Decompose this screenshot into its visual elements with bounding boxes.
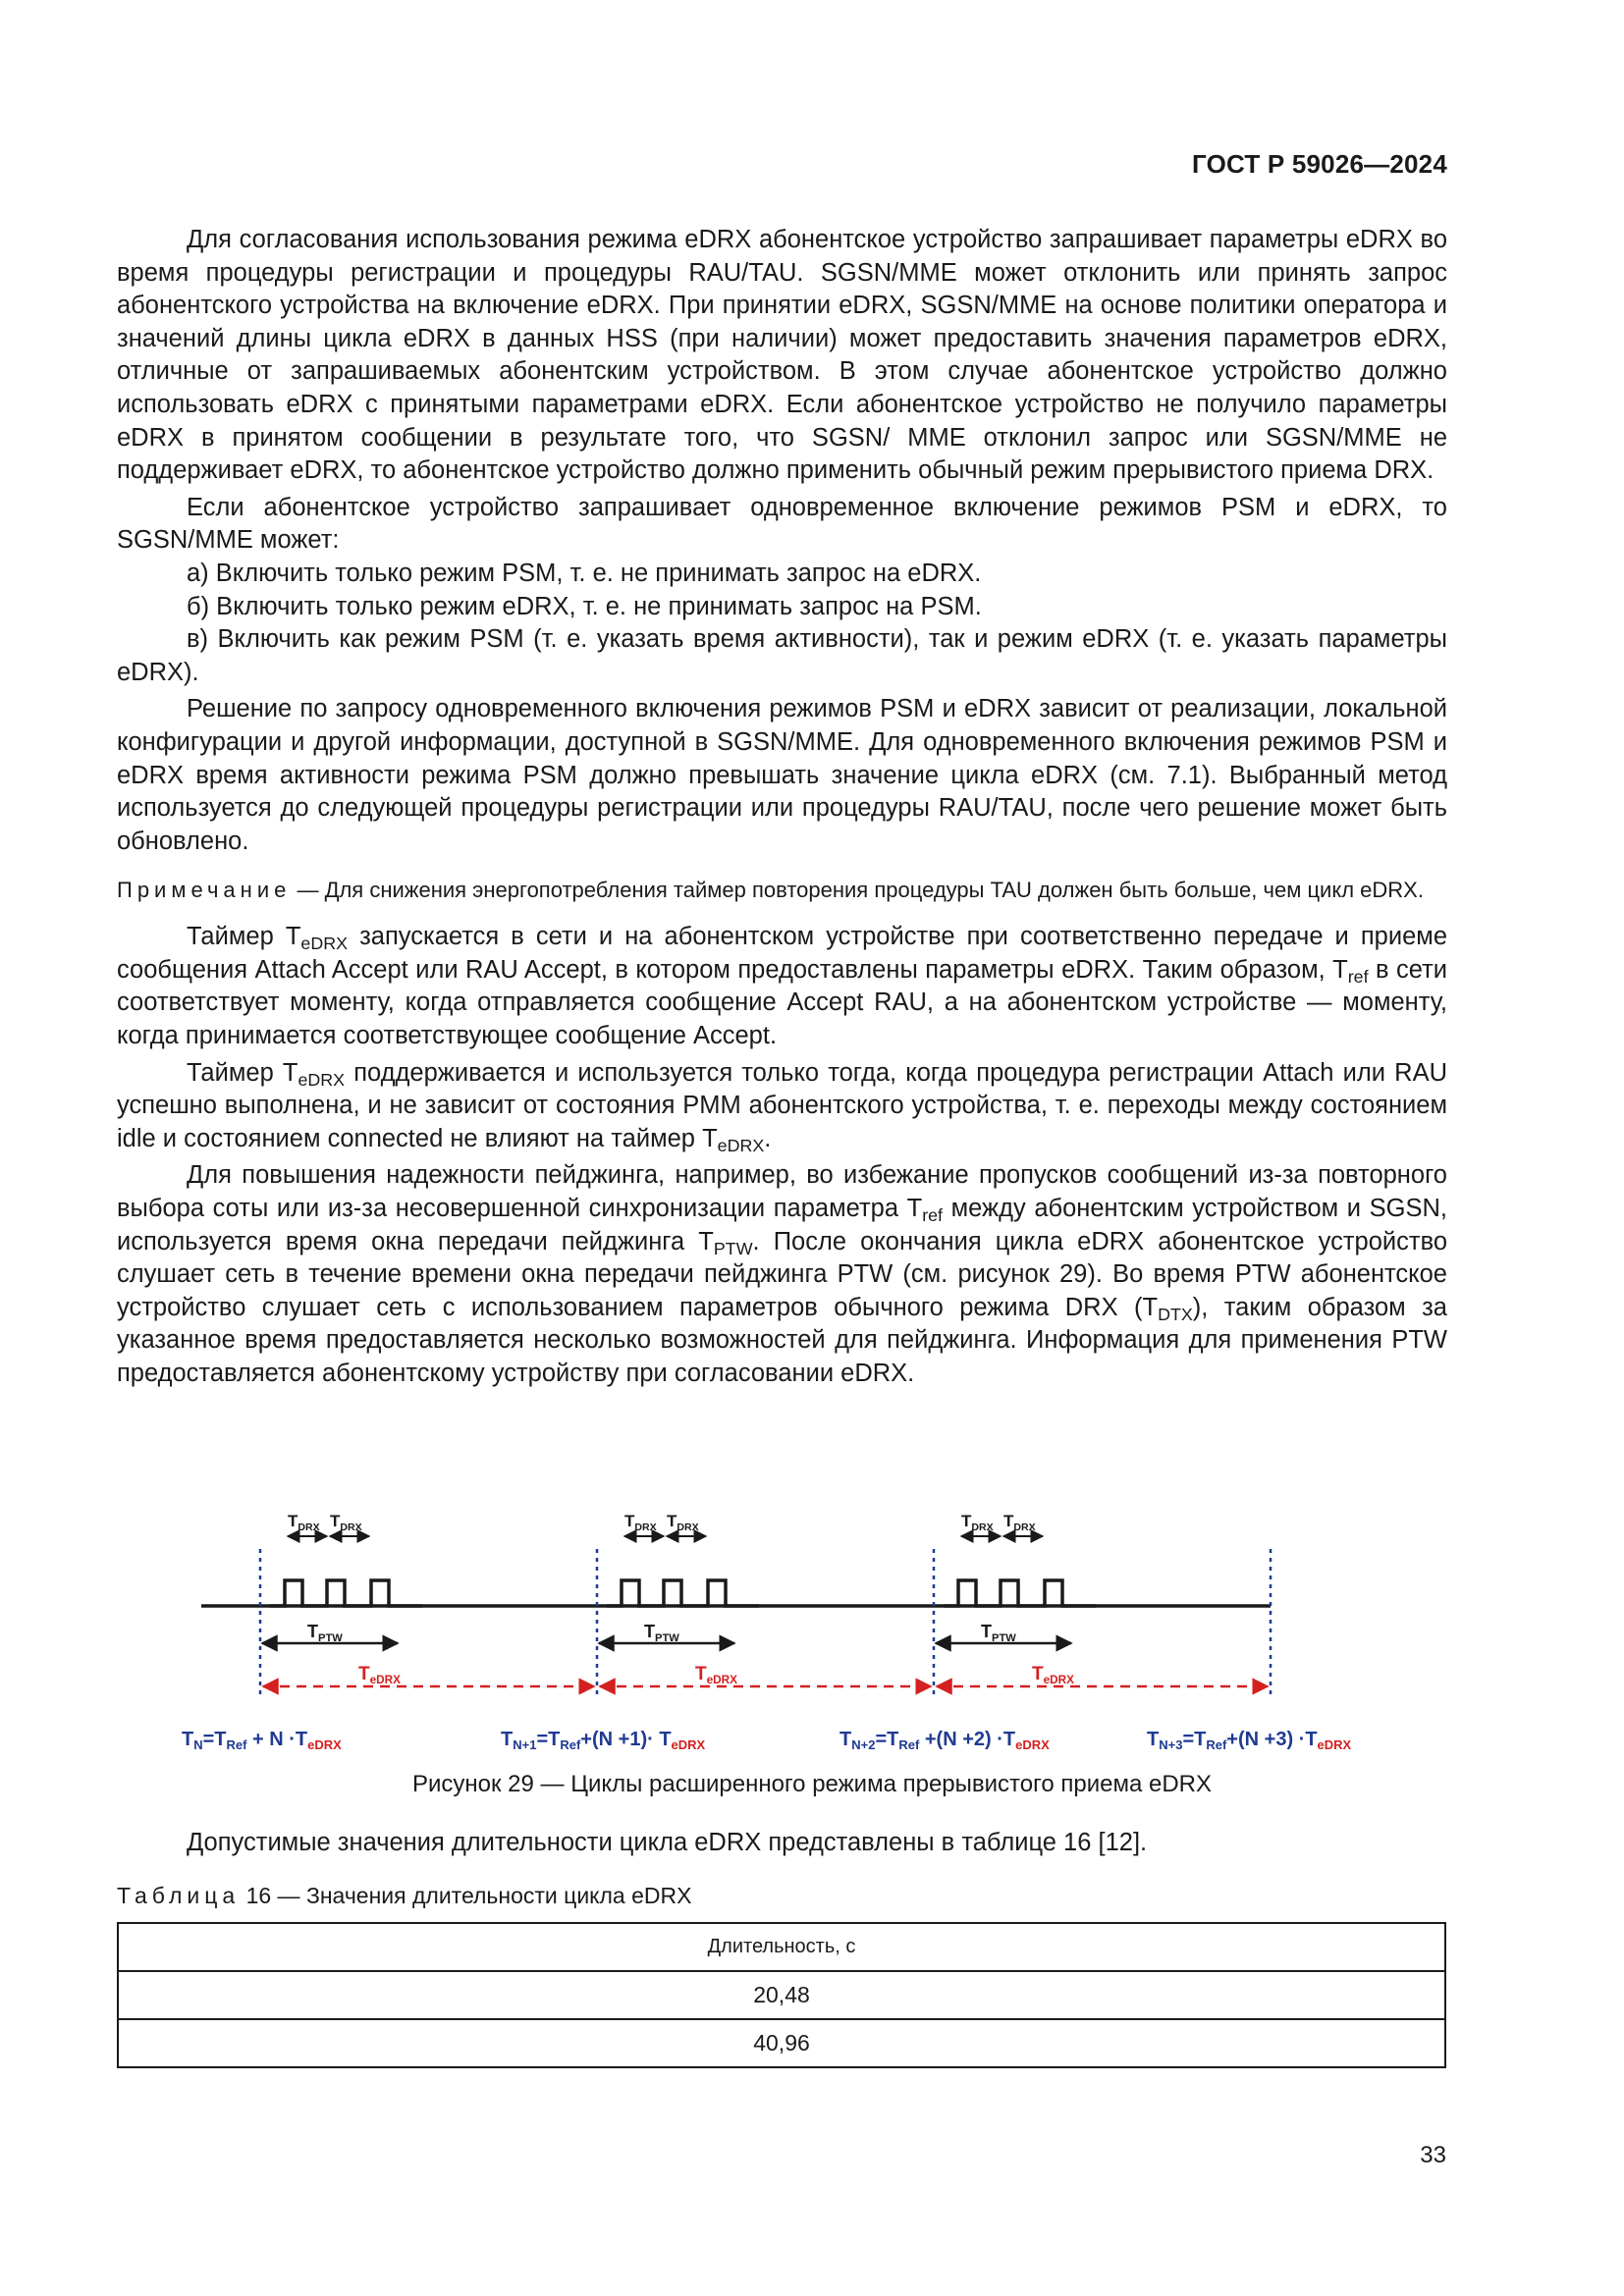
paragraph: Решение по запросу одновременного включения режимов PSM и eDRX зависит от реализации, локальной конфигурации и другой информации, доступной в SGSN/MME. Для одновременного включения режимов PSM и eDRX время активности режима PSM должно превышать значение цикла eDRX (см. 7.1). Выбранный метод используется до следующей процедуры регистрации или процедуры RAU/TAU, после чего решение может быть обновлено. [117, 695, 1447, 855]
document-header: ГОСТ Р 59026—2024 [1192, 149, 1447, 179]
list-item: а) Включить только режим PSM, т. е. не принимать запрос на eDRX. [187, 559, 982, 587]
paging-pulse-train [607, 1580, 759, 1606]
list-item: в) Включить как режим PSM (т. е. указать время активности), так и режим eDRX (т. е. указать параметры eDRX). [117, 625, 1447, 686]
paragraph: Если абонентское устройство запрашивает одновременное включение режимов PSM и eDRX, то SGSN/MME может: [117, 493, 1447, 555]
note-text: — Для снижения энергопотребления таймер повторения процедуры TAU должен быть больше, чем цикл eDRX. [291, 878, 1424, 903]
paragraph: Для повышения надежности пейджинга, например, во избежание пропусков сообщений из-за повторного выбора соты или из-за несовершенной синхронизации параметра $T_{ref}$ между абонентским устройством и SGSN, используется время окна передачи пейджинга $T_{PTW}$. После окончания цикла eDRX абонентское устройство слушает сеть в течение времени окна передачи пейджинга PTW (см. рисунок 29). Во время PTW абонентское устройство слушает сеть с использованием параметров обычного режима DRX $(T_{DTX})$, таким образом за указанное время предоставляется несколько возможностей для пейджинга. Информация для применения PTW предоставляется абонентскому устройству при согласовании eDRX. [117, 1161, 1448, 1387]
drx-label: $T_{DRX}$ [667, 1512, 699, 1533]
drx-label: $T_{DRX}$ [961, 1512, 994, 1533]
instant-formula: $T_{N+2}=T_{Ref} +(N +2) \cdot T_{eDRX}$ [839, 1729, 1050, 1752]
document-body [117, 224, 1447, 1391]
paragraph: Допустимые значения длительности цикла eDRX представлены в таблице 16 [12]. [187, 1829, 1148, 1856]
diagram-svg [182, 1490, 1384, 1755]
paragraph: Таймер $T_{eDRX}$ запускается в сети и на абонентском устройстве при соответственно передаче и приеме сообщения Attach Accept или RAU Accept, в котором предоставлены параметры eDRX. Таким образом, $T_{ref}$ в сети соответствует моменту, когда отправляется сообщение Accept RAU, а на абонентском устройстве — моменту, когда принимается соответствующее сообщение Accept. [117, 923, 1447, 1050]
ptw-label: $T_{PTW}$ [981, 1622, 1016, 1644]
table-cell: 40,96 [118, 2019, 1445, 2067]
table-header-cell: Длительность, с [118, 1923, 1445, 1971]
edrx-label: $T_{eDRX}$ [1032, 1664, 1074, 1686]
list-item: б) Включить только режим eDRX, т. е. не принимать запрос на PSM. [187, 592, 982, 620]
table-row [118, 1971, 1445, 2019]
table-row [118, 2019, 1445, 2067]
paragraph: Для согласования использования режима eDRX абонентское устройство запрашивает параметры eDRX во время процедуры регистрации и процедуры RAU/TAU. SGSN/MME может отклонить или принять запрос абонентского устройства на включение eDRX. При принятии eDRX, SGSN/MME на основе политики оператора и значений длины цикла eDRX в данных HSS (при наличии) может предоставить значения параметров eDRX, отличные от запрашиваемых абонентским устройством. В этом случае абонентское устройство должно использовать eDRX с принятыми параметрами eDRX. Если абонентское устройство не получило параметры eDRX в принятом сообщении в результате того, что SGSN/ MME отклонил запрос или SGSN/MME не поддерживает eDRX, то абонентское устройство должно применить обычный режим прерывистого приема DRX. [117, 226, 1447, 485]
edrx-label: $T_{eDRX}$ [358, 1664, 401, 1686]
drx-label: $T_{DRX}$ [1003, 1512, 1036, 1533]
drx-label: $T_{DRX}$ [288, 1512, 320, 1533]
note [117, 876, 1447, 905]
table-header-row [118, 1923, 1445, 1971]
table-cell: 20,48 [118, 1971, 1445, 2019]
drx-label: $T_{DRX}$ [624, 1512, 657, 1533]
paging-pulse-train [270, 1580, 422, 1606]
table-caption-word: Таблица [117, 1883, 241, 1908]
edrx-timing-diagram [182, 1490, 1384, 1755]
table-caption-text: 16 — Значения длительности цикла eDRX [240, 1883, 692, 1908]
instant-formula: $T_N=T_{Ref} + N \cdot T_{eDRX}$ [182, 1729, 342, 1752]
table-caption [117, 1883, 691, 1909]
duration-table [117, 1922, 1446, 2068]
instant-formula: $T_{N+1}=T_{Ref}+(N +1)\cdot T_{eDRX}$ [501, 1729, 706, 1752]
figure-caption: Рисунок 29 — Циклы расширенного режима прерывистого приема eDRX [411, 1771, 1212, 1797]
ptw-label: $T_{PTW}$ [307, 1622, 343, 1644]
note-label: Примечание [117, 878, 292, 903]
page-number: 33 [1420, 2142, 1446, 2168]
drx-label: $T_{DRX}$ [330, 1512, 362, 1533]
paragraph: Таймер $T_{eDRX}$ поддерживается и используется только тогда, когда процедура регистрации Attach или RAU успешно выполнена, и не зависит от состояния PMM абонентского устройства, т. е. переходы между состоянием idle и состоянием connected не влияют на таймер $T_{eDRX}$. [117, 1058, 1447, 1155]
instant-formula: $T_{N+3}=T_{Ref}+(N +3) \cdot T_{eDRX}$ [1147, 1729, 1352, 1752]
paging-pulse-train [944, 1580, 1096, 1606]
edrx-label: $T_{eDRX}$ [695, 1664, 737, 1686]
ptw-label: $T_{PTW}$ [644, 1622, 679, 1644]
